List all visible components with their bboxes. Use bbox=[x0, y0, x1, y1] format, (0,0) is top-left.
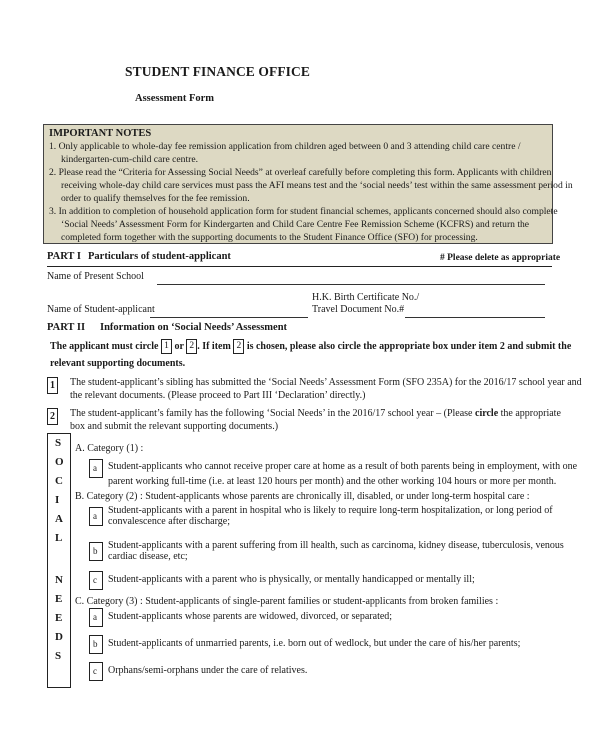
vertical-letter: O bbox=[55, 456, 64, 468]
category-c-heading: C. Category (3) : Student-applicants of single-parent families or student-applicants from broken families : bbox=[75, 596, 499, 607]
item-2-text-part: the appropriate bbox=[500, 408, 561, 419]
option-letter: c bbox=[93, 666, 97, 676]
note-line: kindergarten-cum-child care centre. bbox=[61, 154, 198, 165]
item-1-number: 1 bbox=[50, 380, 55, 391]
vertical-letter: C bbox=[55, 475, 63, 487]
category-a-option-a-text: parent working full-time (i.e. at least 120 hours per month) and the other working 104 hours or more per month. bbox=[108, 476, 557, 487]
school-name-field[interactable] bbox=[157, 284, 545, 285]
vertical-letter: E bbox=[55, 612, 63, 624]
item-1-ref-box: 1 bbox=[161, 339, 172, 354]
item-2-ref-box: 2 bbox=[233, 339, 244, 354]
item-1-text: the relevant documents. (Please proceed to Part III ‘Declaration’ directly.) bbox=[70, 390, 366, 401]
vertical-letter: L bbox=[55, 532, 63, 544]
school-label: Name of Present School bbox=[47, 271, 144, 282]
document-title: STUDENT FINANCE OFFICE bbox=[125, 64, 310, 79]
category-a-option-a-box[interactable] bbox=[89, 459, 103, 478]
vertical-letter: I bbox=[55, 494, 60, 506]
category-c-option-c-text: Orphans/semi-orphans under the care of relatives. bbox=[108, 665, 308, 676]
hkid-label-2: Travel Document No.# bbox=[312, 304, 405, 315]
category-b-option-a-text: Student-applicants with a parent in hospital who is likely to require long-term hospitalization, or long period of bbox=[108, 505, 553, 516]
option-letter: a bbox=[93, 511, 97, 521]
note-line: completed form together with the supporting documents to the Student Finance Office (SFO) for processing. bbox=[61, 232, 478, 243]
student-name-label: Name of Student-applicant bbox=[47, 304, 155, 315]
option-letter: b bbox=[93, 639, 98, 649]
category-c-option-a-box[interactable] bbox=[89, 608, 103, 627]
item-1-checkbox[interactable] bbox=[47, 377, 58, 394]
part1-label: PART I bbox=[47, 251, 81, 262]
note-line: 1. Only applicable to whole-day fee remission application from children aged between 0 and 3 attending child care centre / bbox=[49, 141, 521, 152]
category-b-heading: B. Category (2) : Student-applicants whose parents are chronically ill, disabled, or under long-term hospital care : bbox=[75, 491, 530, 502]
item-2-checkbox[interactable] bbox=[47, 408, 58, 425]
document-subtitle: Assessment Form bbox=[135, 93, 215, 104]
item-1-text: The student-applicant’s sibling has submitted the ‘Social Needs’ Assessment Form (SFO 235A) for the 2016/17 school year and bbox=[70, 377, 582, 388]
note-line: receiving whole-day child care services must pass the AFI means test and the ‘social needs’ test within the same assessment period in bbox=[61, 180, 573, 191]
item-2-number: 2 bbox=[50, 411, 55, 422]
category-b-option-b-text: cardiac disease, etc; bbox=[108, 551, 188, 562]
part1-title: Particulars of student-applicant bbox=[88, 251, 231, 262]
part2-title: Information on ‘Social Needs’ Assessment bbox=[100, 322, 288, 333]
instruction-text: is chosen, please also circle the appropriate box under item 2 and submit the bbox=[246, 340, 572, 352]
section-divider bbox=[47, 266, 552, 267]
hkid-label-1: H.K. Birth Certificate No./ bbox=[312, 292, 420, 303]
note-line: 3. In addition to completion of household application form for student financial schemes, applicants concerned should also complete bbox=[49, 206, 558, 217]
instruction-or: or bbox=[174, 340, 184, 352]
important-notes-box bbox=[43, 124, 573, 244]
option-letter: b bbox=[93, 546, 98, 556]
category-b-option-b-text: Student-applicants with a parent suffering from ill health, such as carcinoma, kidney disease, tuberculosis, venous bbox=[108, 540, 564, 551]
option-letter: c bbox=[93, 575, 97, 585]
social-needs-vertical-box bbox=[47, 433, 71, 688]
notes-heading: IMPORTANT NOTES bbox=[49, 128, 152, 139]
category-b-option-a-box[interactable] bbox=[89, 507, 103, 526]
vertical-letter: E bbox=[55, 593, 63, 605]
instruction-text: . If item bbox=[197, 340, 231, 352]
student-name-field[interactable] bbox=[150, 317, 308, 318]
item-2-ref-box: 2 bbox=[186, 339, 197, 354]
vertical-letter: S bbox=[55, 437, 62, 449]
category-a-heading: A. Category (1) : bbox=[75, 443, 144, 454]
category-c-option-a-text: Student-applicants whose parents are widowed, divorced, or separated; bbox=[108, 611, 393, 622]
category-c-option-c-box[interactable] bbox=[89, 662, 103, 681]
category-b-option-c-box[interactable] bbox=[89, 571, 103, 590]
part2-instruction bbox=[50, 339, 571, 354]
vertical-letter: D bbox=[55, 631, 63, 643]
category-c-option-b-box[interactable] bbox=[89, 635, 103, 654]
note-line: ‘Social Needs’ Assessment Form for Kindergarten and Child Care Centre Fee Remission Scheme (KCFRS) and return the bbox=[61, 219, 530, 230]
item-2-text-part: The student-applicant’s family has the following ‘Social Needs’ in the 2016/17 school year – (Please bbox=[70, 408, 473, 419]
category-c-option-b-text: Student-applicants of unmarried parents, i.e. born out of wedlock, but under the care of his/her parents; bbox=[108, 638, 521, 649]
vertical-letter: S bbox=[55, 650, 62, 662]
item-2-text bbox=[70, 408, 561, 419]
vertical-letter: A bbox=[55, 513, 63, 525]
category-a-option-a-text: Student-applicants who cannot receive proper care at home as a result of both parents being in employment, with one bbox=[108, 461, 578, 472]
document-number-field[interactable] bbox=[405, 317, 545, 318]
category-b-option-b-box[interactable] bbox=[89, 542, 103, 561]
vertical-letter: N bbox=[55, 574, 63, 586]
part2-instruction-cont: relevant supporting documents. bbox=[50, 358, 186, 369]
category-b-option-a-text: convalescence after discharge; bbox=[108, 516, 230, 527]
category-b-option-c-text: Student-applicants with a parent who is physically, or mentally handicapped or mentally ill; bbox=[108, 574, 475, 585]
item-2-circle-word: circle bbox=[475, 408, 499, 419]
note-line: order to qualify themselves for the fee remission. bbox=[61, 193, 250, 204]
option-letter: a bbox=[93, 463, 97, 473]
note-line: 2. Please read the “Criteria for Assessing Social Needs” at overleaf carefully before completing this form. Applicants with children bbox=[49, 167, 552, 178]
option-letter: a bbox=[93, 612, 97, 622]
instruction-text: The applicant must circle bbox=[50, 340, 159, 352]
part2-label: PART II bbox=[47, 322, 86, 333]
delete-note: # Please delete as appropriate bbox=[440, 253, 561, 263]
item-2-text: box and submit the relevant supporting documents.) bbox=[70, 421, 279, 432]
